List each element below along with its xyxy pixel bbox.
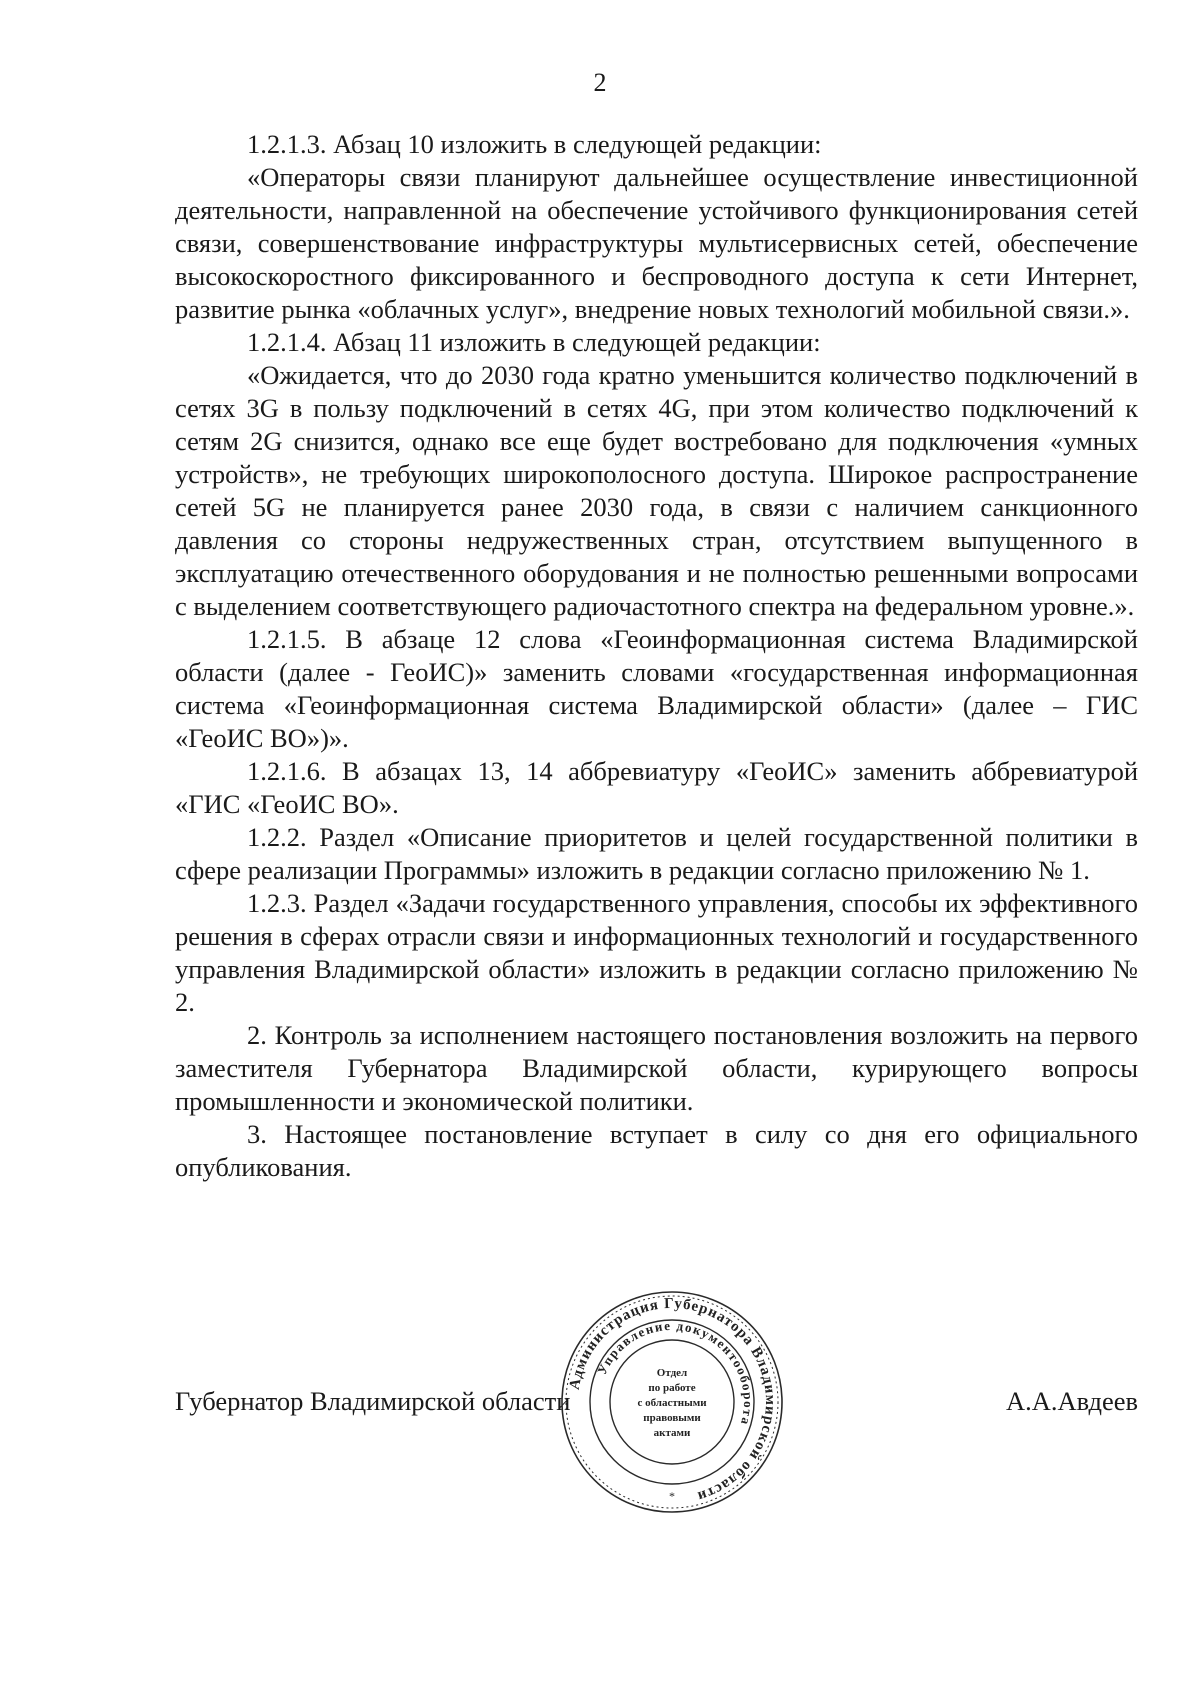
paragraph-quote-expected: «Ожидается, что до 2030 года кратно уменьшится количество подключений в сетях 3G в пользу подключений в сетях 4G, при этом количество подключений к сетям 2G снизится, однако все еще будет востребовано для подключения «умных устройств», не требующих широкополосного доступа. Широкое распространение сетей 5G не планируется ранее 2030 года, в связи с наличием санкционного давления со стороны недружественных стран, отсутствием выпущенного в эксплуатацию отечественного оборудования и не полностью решенными вопросами с выделением соответствующего радиочастотного спектра на федеральном уровне.». [175,360,1138,621]
page-number: 2 [593,68,607,97]
paragraph-quote-operators: «Операторы связи планируют дальнейшее осуществление инвестиционной деятельности, направленной на обеспечение устойчивого функционирования сетей связи, совершенствование инфраструктуры мультисервисных сетей, обеспечение высокоскоростного фиксированного и беспроводного доступа к сети Интернет, развитие рынка «облачных услуг», внедрение новых технологий мобильной связи.». [175,162,1138,324]
paragraph-2-control: 2. Контроль за исполнением настоящего постановления возложить на первого заместителя Губернатора Владимирской области, курирующего вопросы промышленности и экономической политики. [175,1020,1138,1116]
paragraph-1-2-3: 1.2.3. Раздел «Задачи государственного управления, способы их эффективного решения в сферах отрасли связи и информационных технологий и государственного управления Владимирской области» изложить в редакции согласно приложению № 2. [175,888,1138,1017]
official-stamp [560,1290,784,1514]
paragraph-1-2-2: 1.2.2. Раздел «Описание приоритетов и целей государственной политики в сфере реализации Программы» изложить в редакции согласно приложению № 1. [175,822,1138,885]
paragraph-3-effective: 3. Настоящее постановление вступает в силу со дня его официального опубликования. [175,1119,1138,1182]
signatory-name: А.А.Авдеев [1005,1386,1138,1416]
stamp-center-line-4: правовыми [643,1412,701,1424]
stamp-star-icon: * [669,1489,675,1503]
paragraph-1-2-1-4: 1.2.1.4. Абзац 11 изложить в следующей редакции: [247,327,821,357]
stamp-center-line-3: с областными [637,1397,707,1409]
document-body [175,128,1138,1184]
stamp-center-line-5: актами [653,1427,691,1439]
stamp-inner-text: Управление документооборота [594,1317,757,1428]
stamp-outer-text: Администрация Губернатора Владимирской области [566,1295,779,1505]
paragraph-1-2-1-5: 1.2.1.5. В абзаце 12 слова «Геоинформационная система Владимирской области (далее - ГеоИС)» заменить словами «государственная информационная система «Геоинформационная система Владимирской области» (далее – ГИС «ГеоИС ВО»)». [175,624,1138,753]
paragraph-1-2-1-3: 1.2.1.3. Абзац 10 изложить в следующей редакции: [247,129,822,159]
paragraph-1-2-1-6: 1.2.1.6. В абзацах 13, 14 аббревиатуру «ГеоИС» заменить аббревиатурой «ГИС «ГеоИС ВО». [175,756,1138,819]
stamp-center-line-1: Отдел [656,1367,688,1379]
signatory-title: Губернатор Владимирской области [175,1386,571,1416]
stamp-center-line-2: по работе [648,1382,696,1394]
